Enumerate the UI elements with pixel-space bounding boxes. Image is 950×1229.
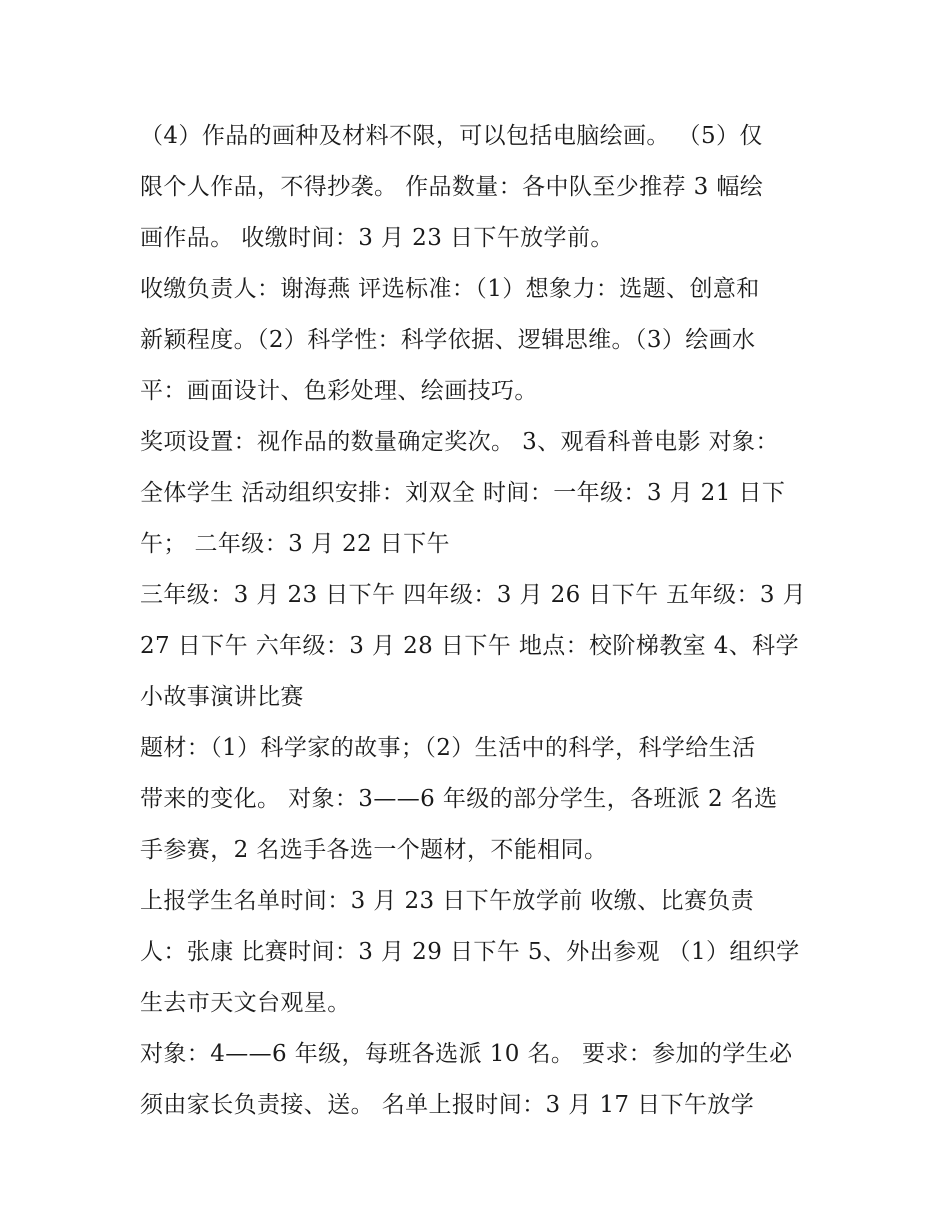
text-line: 新颖程度。（2）科学性：科学依据、逻辑思维。（3）绘画水 (140, 327, 756, 353)
text-line: 收缴负责人：谢海燕 评选标准：（1）想象力：选题、创意和 (140, 276, 760, 302)
text-line: 人：张康 比赛时间：3 月 29 日下午 5、外出参观 （1）组织学 (140, 939, 800, 965)
text-line: 27 日下午 六年级：3 月 28 日下午 地点：校阶梯教室 4、科学 (140, 633, 799, 659)
text-line: 三年级：3 月 23 日下午 四年级：3 月 26 日下午 五年级：3 月 (140, 582, 807, 608)
text-line: （4）作品的画种及材料不限，可以包括电脑绘画。 （5）仅 (140, 123, 763, 149)
text-line: 对象：4——6 年级，每班各选派 10 名。 要求：参加的学生必 (140, 1041, 793, 1067)
text-line: 小故事演讲比赛 (140, 684, 304, 710)
text-line: 平：画面设计、色彩处理、绘画技巧。 (140, 378, 538, 404)
text-line: 手参赛，2 名选手各选一个题材，不能相同。 (140, 837, 608, 863)
text-line: 生去市天文台观星。 (140, 990, 351, 1016)
text-line: 奖项设置：视作品的数量确定奖次。 3、观看科普电影 对象： (140, 429, 779, 455)
text-line: 限个人作品，不得抄袭。 作品数量：各中队至少推荐 3 幅绘 (140, 174, 764, 200)
document-body (140, 111, 830, 1131)
text-line: 午； 二年级：3 月 22 日下午 (140, 531, 450, 557)
text-line: 须由家长负责接、送。 名单上报时间：3 月 17 日下午放学 (140, 1092, 755, 1118)
text-line: 画作品。 收缴时间：3 月 23 日下午放学前。 (140, 225, 614, 251)
text-line: 带来的变化。 对象：3——6 年级的部分学生，各班派 2 名选 (140, 786, 778, 812)
text-line: 题材：（1）科学家的故事；（2）生活中的科学，科学给生活 (140, 735, 756, 761)
text-line: 上报学生名单时间：3 月 23 日下午放学前 收缴、比赛负责 (140, 888, 755, 914)
text-line: 全体学生 活动组织安排：刘双全 时间：一年级：3 月 21 日下 (140, 480, 786, 506)
